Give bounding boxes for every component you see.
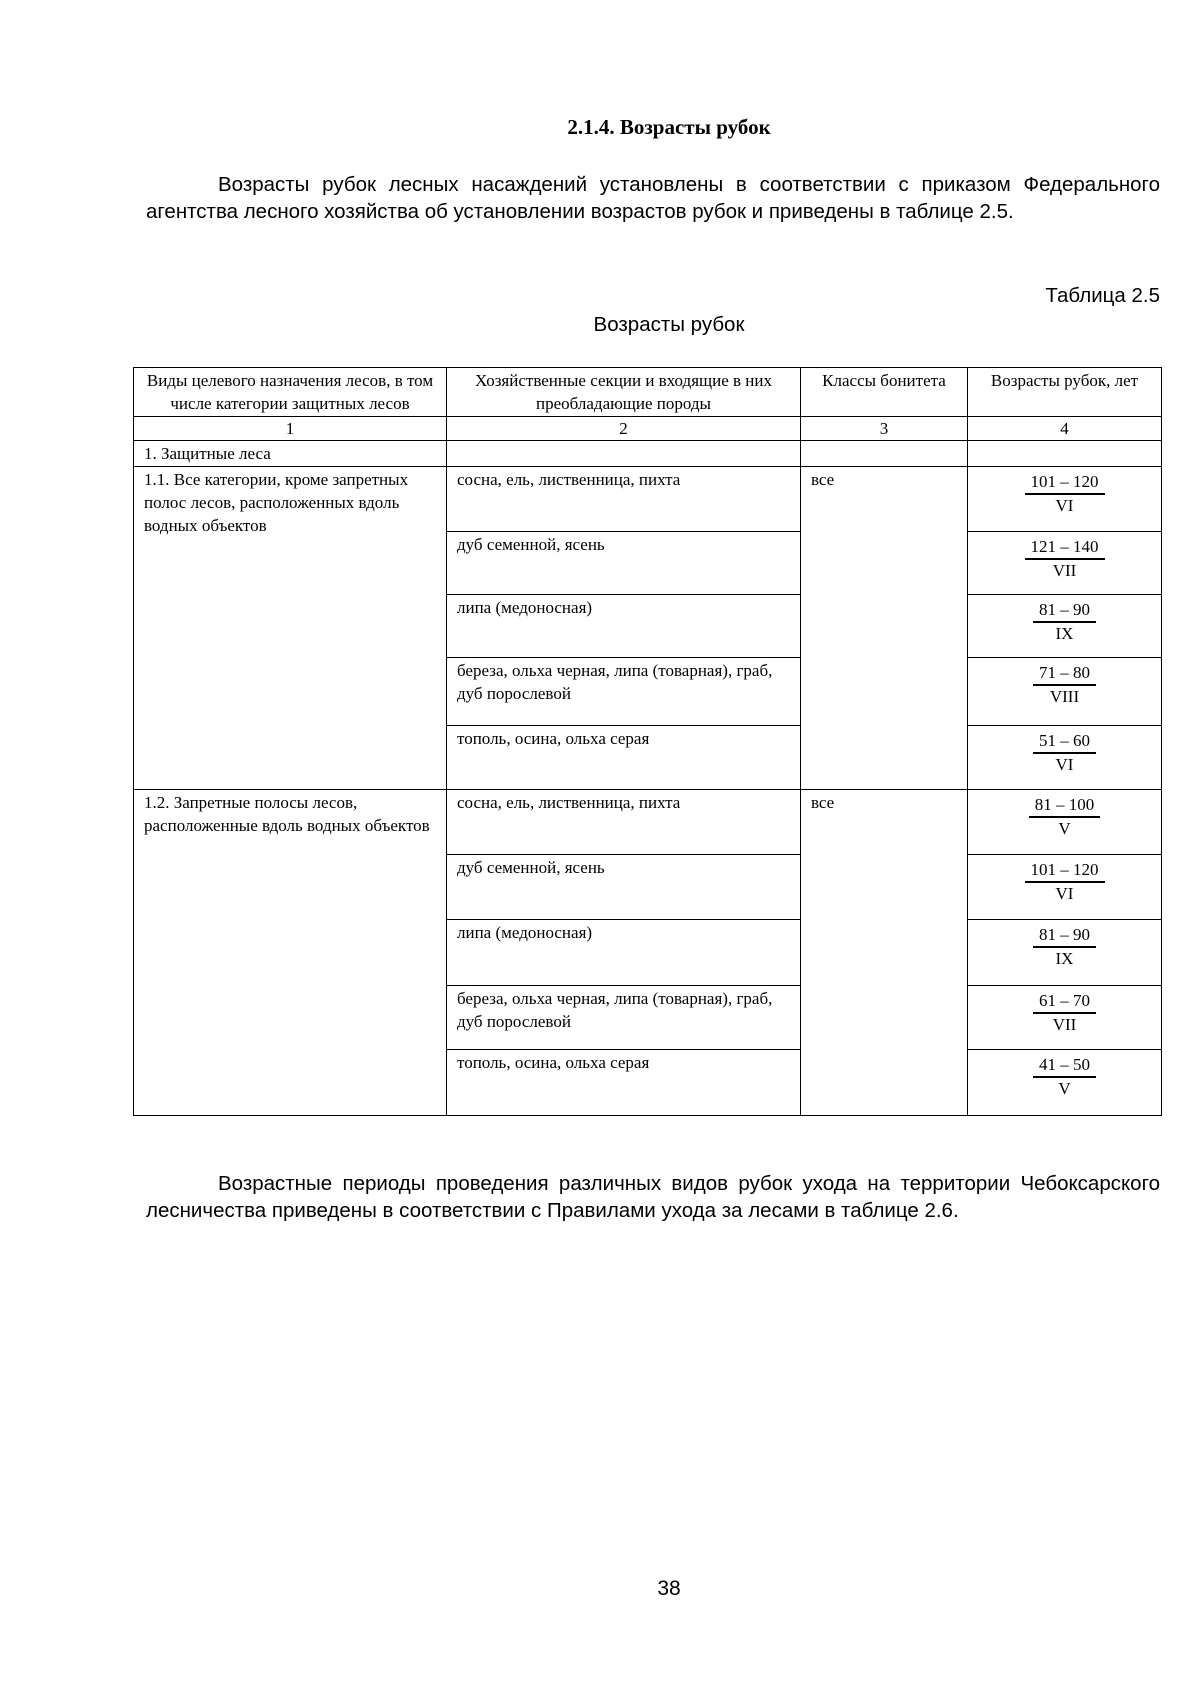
age-class: V: [1058, 819, 1071, 838]
species-cell: дуб семенной, ясень: [447, 855, 801, 920]
age-years: 81 – 100: [1029, 794, 1101, 818]
header-cell: Возрасты рубок, лет: [968, 368, 1162, 417]
species-cell: тополь, осина, ольха серая: [447, 1050, 801, 1116]
age-years: 101 – 120: [1025, 859, 1105, 883]
age-years: 71 – 80: [1033, 662, 1096, 686]
section-row: [134, 441, 1162, 467]
section-title: 1. Защитные леса: [134, 441, 447, 467]
page-number: 38: [657, 1577, 681, 1600]
age-cell: [968, 855, 1162, 920]
table-number: Таблица 2.5: [1045, 284, 1160, 307]
species-cell: липа (медоносная): [447, 595, 801, 658]
age-cell: [968, 658, 1162, 726]
category-cell: 1.1. Все категории, кроме запретных полос лесов, расположенных вдоль водных объектов: [134, 467, 447, 790]
category-cell: 1.2. Запретные полосы лесов, расположенные вдоль водных объектов: [134, 790, 447, 1116]
age-class: VIII: [1049, 687, 1080, 706]
age-class: VII: [1052, 561, 1077, 580]
species-cell: сосна, ель, лиственница, пихта: [447, 467, 801, 532]
closing-paragraph: Возрастные периоды проведения различных видов рубок ухода на территории Чебоксарского лесничества приведены в соответствии с Правилами ухода за лесами в таблице 2.6.: [146, 1172, 1160, 1222]
column-number: 1: [134, 417, 447, 441]
table-row: [134, 790, 1162, 855]
age-cell: [968, 467, 1162, 532]
age-class: V: [1058, 1079, 1071, 1098]
age-class: VI: [1055, 755, 1074, 774]
species-cell: тополь, осина, ольха серая: [447, 726, 801, 790]
age-cell: [968, 986, 1162, 1050]
age-class: VI: [1055, 884, 1074, 903]
header-cell: Классы бонитета: [801, 368, 968, 417]
age-class: IX: [1055, 949, 1074, 968]
bonitet-cell: все: [801, 790, 968, 1116]
column-number: 2: [447, 417, 801, 441]
species-cell: дуб семенной, ясень: [447, 532, 801, 595]
age-cell: [968, 726, 1162, 790]
age-years: 101 – 120: [1025, 471, 1105, 495]
section-heading: 2.1.4. Возрасты рубок: [567, 115, 771, 139]
cutting-ages-table: [133, 367, 1162, 1116]
age-class: IX: [1055, 624, 1074, 643]
age-cell: [968, 1050, 1162, 1116]
species-cell: сосна, ель, лиственница, пихта: [447, 790, 801, 855]
age-years: 121 – 140: [1025, 536, 1105, 560]
table-header-row: [134, 368, 1162, 417]
header-cell: Хозяйственные секции и входящие в них преобладающие породы: [447, 368, 801, 417]
table-caption: Возрасты рубок: [593, 313, 745, 336]
bonitet-cell: все: [801, 467, 968, 790]
age-class: VI: [1055, 496, 1074, 515]
species-cell: береза, ольха черная, липа (товарная), граб, дуб порослевой: [447, 986, 801, 1050]
age-cell: [968, 920, 1162, 986]
age-years: 61 – 70: [1033, 990, 1096, 1014]
column-number-row: [134, 417, 1162, 441]
table-row: [134, 467, 1162, 532]
age-class: VII: [1052, 1015, 1077, 1034]
age-years: 81 – 90: [1033, 599, 1096, 623]
age-years: 41 – 50: [1033, 1054, 1096, 1078]
age-cell: [968, 790, 1162, 855]
intro-paragraph: Возрасты рубок лесных насаждений установлены в соответствии с приказом Федерального агентства лесного хозяйства об установлении возрастов рубок и приведены в таблице 2.5.: [146, 173, 1160, 223]
species-cell: береза, ольха черная, липа (товарная), граб, дуб порослевой: [447, 658, 801, 726]
age-years: 81 – 90: [1033, 924, 1096, 948]
age-cell: [968, 532, 1162, 595]
column-number: 4: [968, 417, 1162, 441]
age-years: 51 – 60: [1033, 730, 1096, 754]
column-number: 3: [801, 417, 968, 441]
header-cell: Виды целевого назначения лесов, в том числе категории защитных лесов: [134, 368, 447, 417]
species-cell: липа (медоносная): [447, 920, 801, 986]
age-cell: [968, 595, 1162, 658]
